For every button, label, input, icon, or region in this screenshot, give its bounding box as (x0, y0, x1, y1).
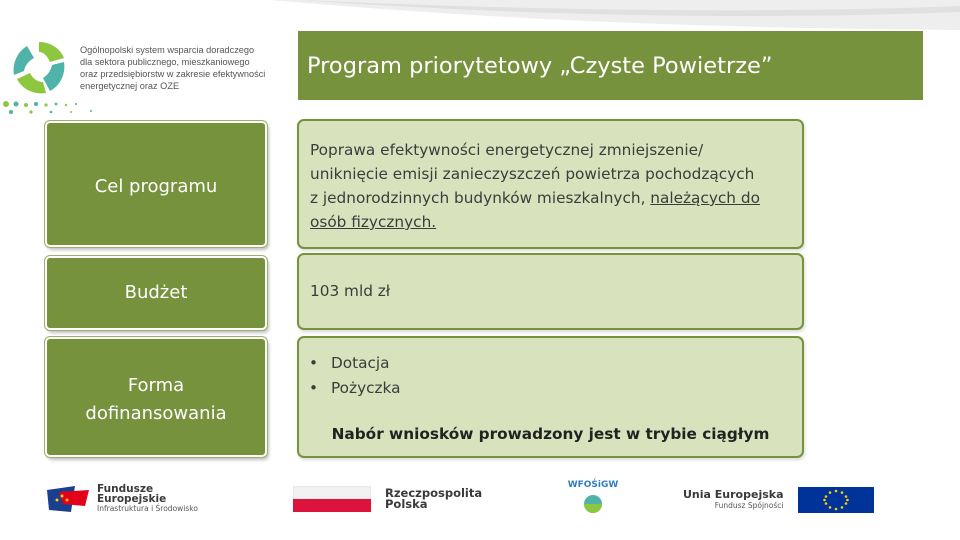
footer-text: Infrastruktura i Środowisko (97, 504, 198, 513)
footer-text: Europejskie (97, 493, 167, 505)
funding-form-list (309, 351, 792, 401)
label-forma-dofinansowania (45, 337, 267, 457)
footer-logos (0, 470, 960, 540)
wfos-emblem-icon (563, 490, 623, 514)
label-text: Cel programu (94, 176, 218, 197)
underlined-text: osób fizycznych. (310, 213, 437, 231)
logo-icon (10, 38, 68, 96)
bullet-icon: • (309, 354, 319, 372)
label-text: dofinansowania (85, 402, 227, 424)
logo-line: Ogólnopolski system wsparcia doradczego (80, 45, 255, 55)
logo-dots-decoration (0, 98, 110, 118)
content-budzet (297, 253, 804, 330)
label-budzet (45, 256, 267, 330)
list-item (309, 351, 792, 376)
content-segment: z jednorodzinnych budynków mieszkalnych, (310, 189, 651, 207)
label-cel-programu (45, 121, 267, 247)
label-text: Budżet (124, 282, 188, 303)
budget-value: 103 mld zł (310, 282, 391, 300)
eu-flag-icon (798, 487, 874, 513)
logo-line: oraz przedsiębiorstw w zakresie efektywności (80, 69, 266, 79)
ue-logo (683, 487, 874, 513)
poland-flag-icon (293, 486, 371, 512)
list-item (309, 376, 792, 401)
list-item-label: Dotacja (331, 354, 390, 372)
logo-line: energetycznej oraz OZE (80, 81, 180, 91)
title-banner (298, 31, 923, 100)
page-title: Program priorytetowy „Czyste Powietrze” (307, 52, 773, 79)
content-line: uniknięcie emisji zanieczyszczeń powietrza pochodzących (310, 165, 755, 183)
footer-text: Fundusz Spójności (714, 501, 784, 510)
footer-text: Polska (385, 497, 428, 511)
footer-text: Fundusze (97, 483, 154, 495)
content-cel-programu (297, 119, 804, 249)
bullet-icon: • (309, 379, 319, 397)
recruitment-note: Nabór wniosków prowadzony jest w trybie ciągłym (331, 425, 770, 443)
rp-logo (293, 486, 482, 512)
fe-logo (45, 484, 198, 514)
list-item-label: Pożyczka (331, 379, 401, 397)
footer-text: WFOŚiGW (567, 480, 619, 490)
content-line (310, 186, 792, 210)
content-line (310, 210, 792, 234)
fe-flag-icon (45, 484, 91, 514)
content-forma-dofinansowania (297, 336, 804, 458)
footer-text: Rzeczpospolita (385, 486, 483, 500)
content-line: Poprawa efektywności energetycznej zmniejszenie/ (310, 141, 704, 159)
underlined-text: należących do (650, 189, 760, 207)
wfos-logo (563, 480, 623, 514)
footer-text: Unia Europejska (683, 488, 784, 501)
logo-line: dla sektora publicznego, mieszkaniowego (80, 57, 250, 67)
label-text: Forma (127, 374, 185, 396)
logo-text (80, 44, 280, 92)
